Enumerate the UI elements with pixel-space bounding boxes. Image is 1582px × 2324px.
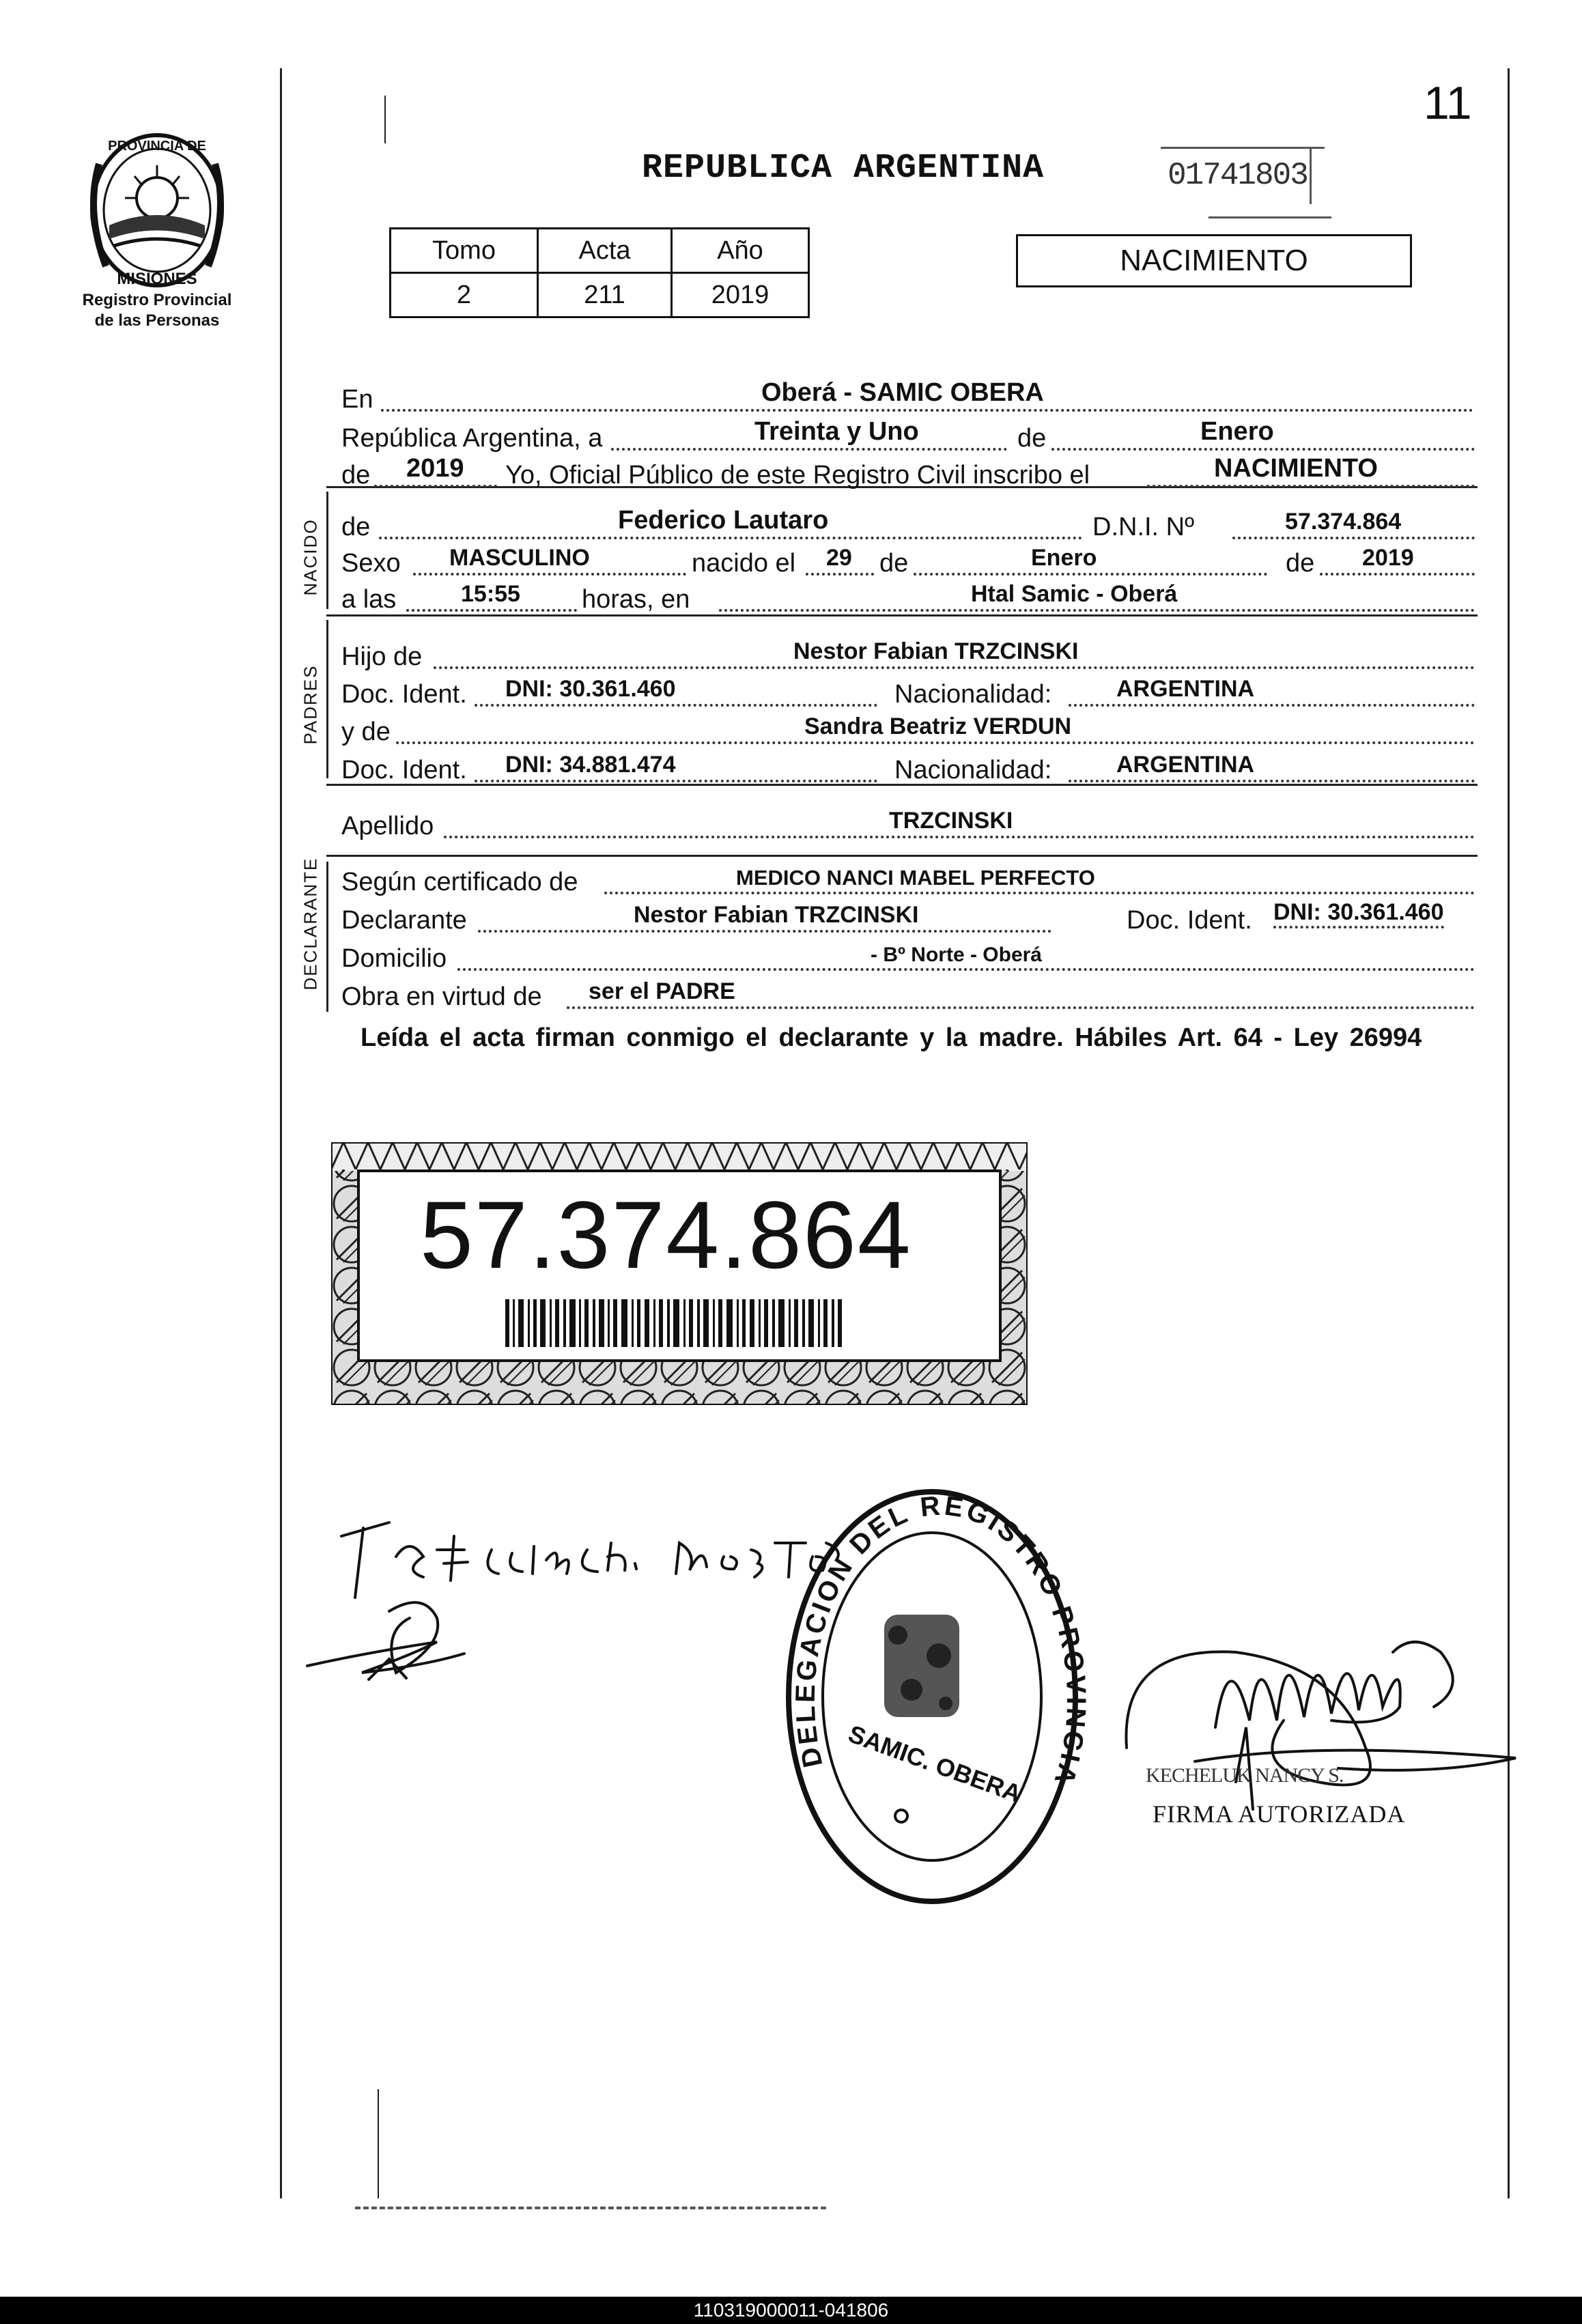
closing-statement: Leída el acta firman conmigo el declarante y la madre. Hábiles Art. 64 - Ley 26994 (361, 1023, 1422, 1052)
father-doc-label: Doc. Ident. (341, 680, 467, 709)
de3-label: de (341, 513, 371, 541)
left-margin-line (280, 68, 282, 2198)
declarante-doc: DNI: 30.361.460 (1273, 899, 1444, 929)
domicilio-value: - Bº Norte - Oberá (871, 944, 1042, 966)
father-doc: DNI: 30.361.460 (505, 676, 676, 702)
mother-nat-label: Nacionalidad: (894, 756, 1052, 784)
en-label: En (341, 385, 373, 414)
section-label-padres: PADRES (300, 664, 321, 745)
sexo-value: MASCULINO (449, 545, 590, 571)
right-margin-line (1508, 68, 1510, 2198)
hijo-label: Hijo de (341, 642, 423, 671)
horas-label: horas, en (582, 585, 690, 614)
row-name (341, 507, 1475, 545)
inscribo-value: NACIMIENTO (1214, 454, 1378, 483)
child-dni: 57.374.864 (1285, 509, 1402, 535)
obra-value: ser el PADRE (589, 978, 735, 1004)
declarante-doc-label: Doc. Ident. (1127, 906, 1252, 935)
record-reference-table (389, 227, 810, 318)
mother-doc: DNI: 34.881.474 (505, 752, 676, 778)
stamp-inner-text: SAMIC. OBERA (845, 1719, 1026, 1809)
firma-autorizada-label: FIRMA AUTORIZADA (1153, 1800, 1406, 1828)
day-value: Treinta y Uno (754, 417, 919, 446)
registry-line-2: de las Personas (94, 311, 220, 330)
fold-mark-bottom (378, 2089, 379, 2198)
obra-label: Obra en virtud de (341, 982, 542, 1011)
birth-day: 29 (826, 545, 852, 571)
act-type-box: NACIMIENTO (1016, 234, 1412, 287)
section-bar-nacido (326, 492, 328, 609)
row-mother-doc (341, 750, 1475, 788)
section-label-nacido: NACIDO (300, 518, 321, 596)
section-bar-padres (326, 620, 328, 778)
row-certificado (341, 862, 1475, 900)
row-father (341, 636, 1475, 675)
section-divider-4 (326, 855, 1478, 857)
dni-sticker (331, 1142, 1028, 1405)
official-stamp (761, 1478, 1110, 1922)
de2-label: de (341, 461, 371, 490)
row-apellido (341, 806, 1475, 844)
fold-mark-top (384, 96, 386, 143)
row-mother (341, 711, 1475, 750)
row-father-doc (341, 674, 1475, 712)
inscribo-label: Yo, Oficial Público de este Registro Civil inscribo el (505, 461, 1090, 490)
birth-place: Htal Samic - Oberá (971, 581, 1178, 607)
de4-label: de (879, 549, 909, 578)
republica-label: República Argentina, a (341, 424, 603, 453)
nacido-label: nacido el (692, 549, 796, 578)
row-en (341, 379, 1475, 417)
father-name: Nestor Fabian TRZCINSKI (793, 638, 1079, 664)
place-value: Oberá - SAMIC OBERA (761, 378, 1044, 407)
dni-label: D.N.I. Nº (1092, 513, 1194, 541)
apellido-value: TRZCINSKI (889, 808, 1013, 834)
anio-header: Año (672, 229, 809, 273)
row-obra (341, 976, 1475, 1015)
declarante-label: Declarante (341, 906, 467, 935)
logo-top-text: PROVINCIA DE (108, 139, 206, 154)
bottom-dashed-line (355, 2207, 826, 2209)
domicilio-label: Domicilio (341, 944, 447, 973)
de5-label: de (1286, 549, 1315, 578)
sexo-label: Sexo (341, 549, 401, 578)
birth-month: Enero (1031, 545, 1097, 571)
authorized-signature (1113, 1611, 1523, 1830)
registry-name (48, 290, 266, 331)
row-inscribo (341, 455, 1475, 493)
alas-label: a las (341, 585, 397, 614)
footer-code: 110319000011-041806 (0, 2297, 1582, 2324)
birth-year: 2019 (1362, 545, 1414, 571)
dni-sticker-number: 57.374.864 (420, 1181, 912, 1288)
de-label: de (1017, 424, 1047, 453)
tomo-header: Tomo (391, 229, 538, 273)
row-date (341, 418, 1475, 456)
father-nationality: ARGENTINA (1116, 676, 1255, 702)
row-time (341, 579, 1475, 617)
page-number: 11 (1424, 77, 1472, 129)
segun-label: Según certificado de (341, 868, 578, 896)
serial-number-box (1161, 140, 1331, 222)
registry-line-1: Registro Provincial (82, 291, 232, 309)
yde-label: y de (341, 718, 391, 746)
anio-value: 2019 (672, 273, 809, 317)
declarante-name: Nestor Fabian TRZCINSKI (634, 902, 919, 928)
country-title: REPUBLICA ARGENTINA (642, 149, 1045, 188)
stamp-ring-text: DELEGACION DEL REGISTRO PROVINCIA (790, 1490, 1092, 1791)
apellido-label: Apellido (341, 812, 434, 840)
acta-value: 211 (538, 273, 672, 317)
section-bar-declarante (326, 862, 328, 1012)
mother-nationality: ARGENTINA (1116, 752, 1255, 778)
row-domicilio (341, 938, 1475, 976)
serial-number: 01741803 (1168, 158, 1308, 193)
father-nat-label: Nacionalidad: (894, 680, 1052, 709)
section-label-declarante: DECLARANTE (300, 857, 321, 991)
birth-time: 15:55 (461, 581, 520, 607)
province-coat-of-arms (72, 123, 242, 294)
mother-name: Sandra Beatriz VERDUN (804, 713, 1072, 739)
certificate-issuer: MEDICO NANCI MABEL PERFECTO (736, 866, 1095, 890)
logo-bottom-text: MISIONES (117, 270, 197, 288)
year-value: 2019 (406, 454, 464, 483)
tomo-value: 2 (391, 273, 538, 317)
month-value: Enero (1200, 417, 1274, 446)
acta-header: Acta (538, 229, 672, 273)
signatory-name: KECHELUK NANCY S. (1146, 1764, 1344, 1787)
row-declarante (341, 900, 1475, 938)
child-name: Federico Lautaro (618, 506, 829, 535)
mother-doc-label: Doc. Ident. (341, 756, 467, 784)
row-sexo (341, 543, 1475, 581)
